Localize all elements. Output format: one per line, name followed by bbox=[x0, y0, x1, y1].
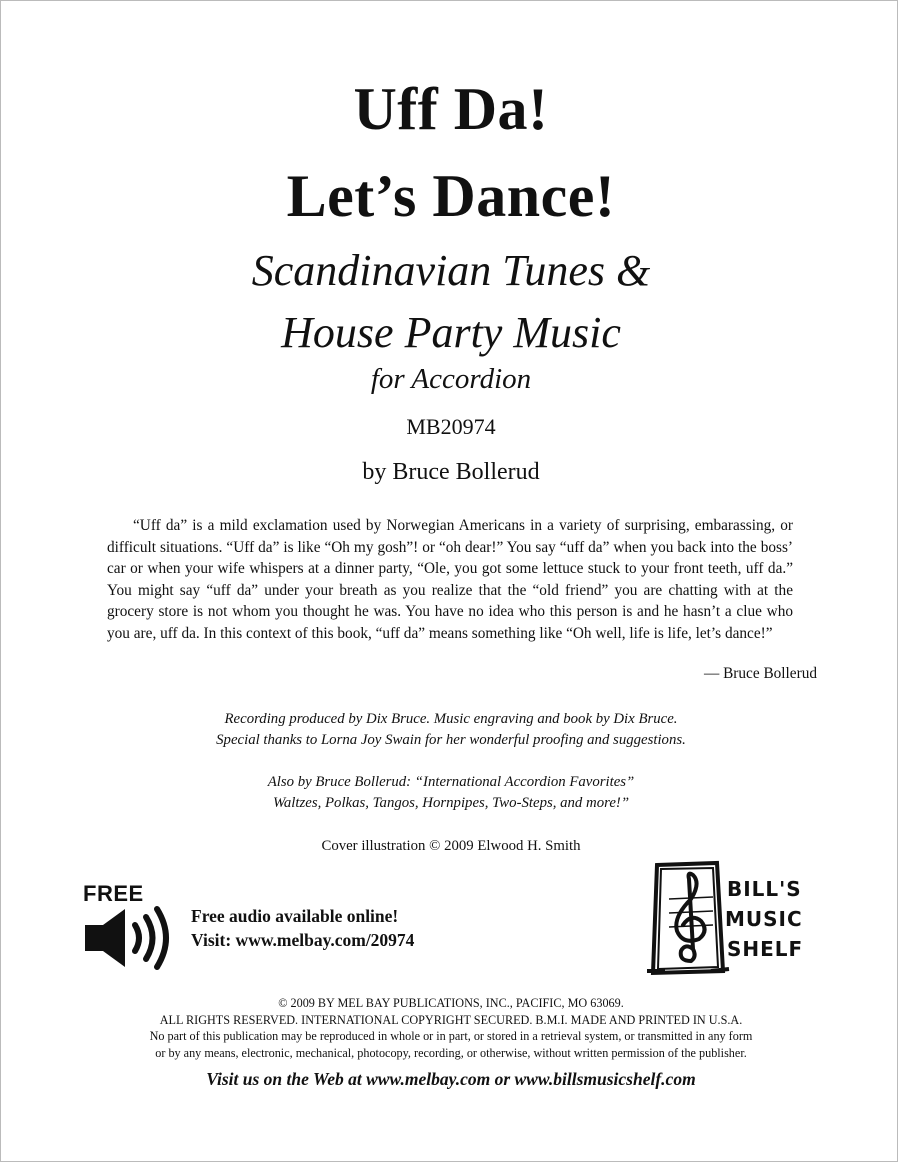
also-by-block bbox=[1, 772, 898, 814]
bills-music-shelf-logo bbox=[639, 859, 809, 977]
recording-credit: Recording produced by Dix Bruce. Music engraving and book by Dix Bruce. bbox=[224, 711, 678, 727]
copyright-block bbox=[1, 995, 898, 1061]
speaker-sound-icon bbox=[83, 905, 183, 971]
copyright-line-3: No part of this publication may be reproduced in whole or in part, or stored in a retrieval system, or transmitted in any form bbox=[149, 1029, 753, 1043]
subtitle-line-1: Scandinavian Tunes & bbox=[251, 246, 651, 295]
thanks-credit: Special thanks to Lorna Joy Swain for her wonderful proofing and suggestions. bbox=[216, 732, 686, 748]
intro-paragraph: “Uff da” is a mild exclamation used by Norwegian Americans in a variety of surprising, embarassing, or difficult situations. “Uff da” is like “Oh my gosh”! or “oh dear!” You say “uff da” when you back into the boss’ car or when your wife whispers at a dinner party, “Ole, you got some lettuce stuck to your front teeth, uff da.” You might say “uff da” under your breath as you realize that the “old friend” you are chatting with at the grocery store is not whom you thought he was. You have no idea who this person is and he hasn’t a clue who you are, uff da. In this context of this book, “uff da” means something like “Oh well, life is life, let’s dance!” bbox=[107, 517, 793, 642]
free-label: FREE bbox=[83, 881, 144, 906]
web-links-line: Visit us on the Web at www.melbay.com or www.billsmusicshelf.com bbox=[206, 1069, 696, 1089]
also-by-subline: Waltzes, Polkas, Tangos, Hornpipes, Two-Steps, and more!” bbox=[272, 795, 630, 811]
author-line: by Bruce Bollerud bbox=[362, 459, 540, 485]
intro-signature: — Bruce Bollerud bbox=[703, 665, 817, 682]
subtitle-line-3: for Accordion bbox=[370, 363, 532, 395]
audio-line-1: Free audio available online! bbox=[191, 906, 399, 926]
logo-text-line-1: BILL'S bbox=[727, 877, 802, 901]
production-credits bbox=[1, 709, 898, 751]
copyright-line-4: or by any means, electronic, mechanical, photocopy, recording, or otherwise, without written permission of the publisher. bbox=[155, 1045, 747, 1060]
logo-text-line-2: MUSIC bbox=[725, 907, 803, 931]
audio-url: Visit: www.melbay.com/20974 bbox=[191, 930, 415, 950]
title-line-1: Uff Da! bbox=[353, 76, 549, 142]
product-code: MB20974 bbox=[406, 414, 496, 439]
copyright-line-1: © 2009 BY MEL BAY PUBLICATIONS, INC., PACIFIC, MO 63069. bbox=[278, 996, 624, 1010]
logo-text-line-3: SHELF bbox=[727, 937, 804, 961]
audio-info bbox=[191, 904, 414, 952]
also-by-line: Also by Bruce Bollerud: “International Accordion Favorites” bbox=[267, 774, 635, 790]
copyright-line-2: ALL RIGHTS RESERVED. INTERNATIONAL COPYRIGHT SECURED. B.M.I. MADE AND PRINTED IN U.S.A. bbox=[159, 1012, 743, 1027]
cover-credit: Cover illustration © 2009 Elwood H. Smith bbox=[321, 838, 581, 854]
subtitle-line-2: House Party Music bbox=[281, 308, 621, 357]
treble-clef-icon bbox=[661, 869, 721, 969]
free-audio-badge bbox=[83, 881, 183, 971]
title-line-2: Let’s Dance! bbox=[286, 163, 616, 229]
